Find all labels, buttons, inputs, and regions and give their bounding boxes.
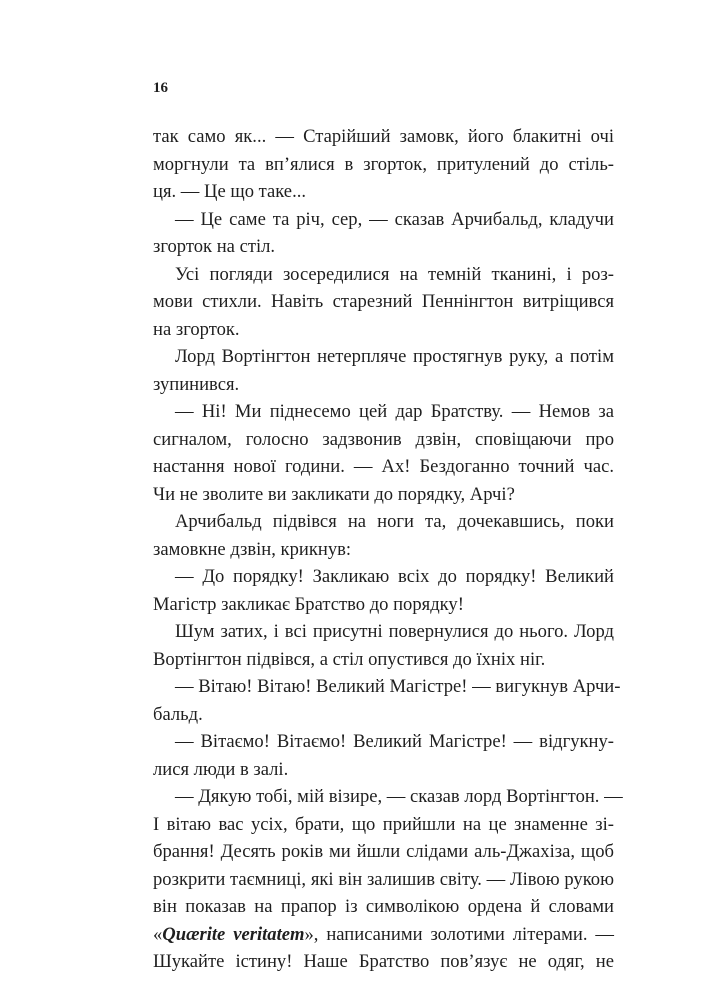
text-line: Вортінгтон підвівся, а стіл опустився до їхніх ніг.	[153, 648, 546, 670]
text-line: — Вітаю! Вітаю! Великий Магістре! — вигукнув Арчи-	[175, 676, 621, 697]
text-line: — Вітаємо! Вітаємо! Великий Магістре! — відгукну-	[175, 731, 614, 752]
text-line: бальд.	[153, 703, 203, 725]
text-line: розкрити таємниці, які він залишив світу. — Лівою рукою	[153, 868, 614, 890]
text-line: Шум затих, і всі присутні повернулися до нього. Лорд	[175, 621, 614, 642]
text-line: — Дякую тобі, мій візире, — сказав лорд Вортінгтон. —	[175, 786, 623, 807]
text-line: Лорд Вортінгтон нетерпляче простягнув руку, а потім	[175, 346, 614, 367]
text-line: на згорток.	[153, 318, 240, 340]
page-number: 16	[153, 80, 168, 96]
body-text	[153, 123, 623, 976]
text-line: «Quærite veritatem», написаними золотими літерами. —	[153, 923, 615, 945]
text-line: так само як... — Старійший замовк, його блакитні очі	[153, 126, 614, 147]
text-line: Усі погляди зосередилися на темній тканині, і роз-	[175, 263, 614, 285]
text-line: Магістр закликає Братство до порядку!	[153, 593, 464, 615]
text-line: моргнули та вп’ялися в згорток, притулений до стіль-	[153, 153, 614, 175]
text-line: — Це саме та річ, сер, — сказав Арчибальд, кладучи	[175, 208, 614, 230]
text-line: Арчибальд підвівся на ноги та, дочекавшись, поки	[175, 511, 614, 532]
text-line: Шукайте істину! Наше Братство пов’язує не одяг, не	[153, 951, 614, 972]
text-line: настання нової години. — Ах! Бездоганно точний час.	[153, 456, 614, 477]
text-line: лися люди в залі.	[153, 758, 289, 780]
text-line: він показав на прапор із символікою ордена й словами	[153, 896, 614, 917]
text-line: замовкне дзвін, крикнув:	[153, 538, 352, 560]
text-line: мови стихли. Навіть старезний Пеннінгтон витріщився	[153, 291, 614, 312]
text-line: брання! Десять років ми йшли слідами аль-Джахіза, щоб	[153, 841, 614, 862]
text-line: зупинився.	[153, 373, 240, 395]
text-line: згорток на стіл.	[153, 236, 276, 257]
text-line: ця. — Це що таке...	[153, 181, 307, 202]
text-line: Чи не зволите ви закликати до порядку, Арчі?	[153, 483, 515, 505]
text-line: сигналом, голосно задзвонив дзвін, сповіщаючи про	[153, 428, 614, 450]
text-line: — Ні! Ми піднесемо цей дар Братству. — Немов за	[175, 401, 614, 422]
text-line: І вітаю вас усіх, брати, що прийшли на це знаменне зі-	[153, 813, 614, 835]
latin-motto: Quærite veritatem	[162, 923, 305, 945]
text-line: — До порядку! Закликаю всіх до порядку! Великий	[175, 566, 614, 587]
